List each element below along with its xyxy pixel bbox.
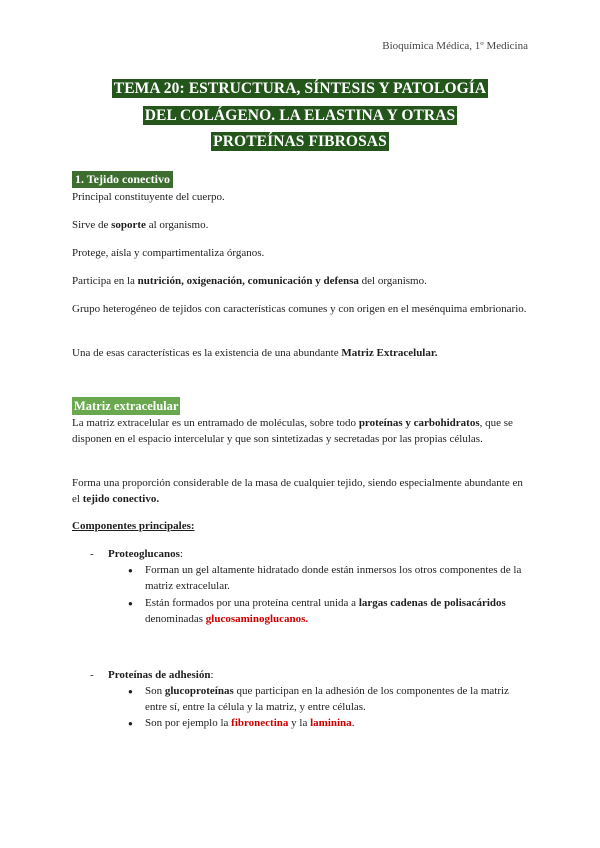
running-header: Bioquímica Médica, 1º Medicina: [382, 40, 528, 52]
text: Una de esas características es la existencia de una abundante: [72, 347, 342, 359]
text: Están formados por una proteína central unida a: [145, 597, 359, 609]
text: , que se disponen en el espacio intercelular y que son sintetizadas y secretadas por las propias células.: [72, 417, 513, 445]
title-line-3: PROTEÍNAS FIBROSAS: [213, 133, 387, 150]
paragraph: [72, 218, 532, 234]
list-item: Forman un gel altamente hidratado donde están inmersos los otros componentes de la matriz extracelular.: [145, 564, 522, 592]
text: del organismo.: [358, 275, 427, 287]
highlight-text: fibronectina: [231, 717, 289, 729]
bullet-icon: ●: [128, 599, 133, 608]
paragraph: [72, 346, 532, 362]
list-item: [145, 684, 530, 715]
highlight-text: glucosaminoglucanos.: [205, 612, 309, 625]
section-heading-tejido-conectivo: 1. Tejido conectivo: [72, 171, 173, 188]
text: Sirve de: [72, 219, 112, 231]
list-item-label: [108, 668, 214, 684]
bullet-icon: ●: [128, 687, 133, 696]
components-heading: Componentes principales:: [72, 520, 195, 532]
list-item: [145, 596, 530, 627]
paragraph: Grupo heterogéneo de tejidos con características comunes y con origen en el mesénquima embrionario.: [72, 303, 527, 315]
title-line-1: TEMA 20: ESTRUCTURA, SÍNTESIS Y PATOLOGÍA: [113, 80, 487, 97]
title-line-2: DEL COLÁGENO. LA ELASTINA Y OTRAS: [144, 106, 456, 124]
text: al organismo.: [145, 219, 209, 231]
list-item: [145, 716, 530, 732]
page-title: [0, 76, 600, 156]
list-item-label: [108, 547, 183, 563]
bold-text: nutrición, oxigenación, comunicación y defensa: [137, 275, 359, 287]
bold-text: glucoproteínas: [164, 685, 234, 697]
bold-text: Proteínas de adhesión: [108, 669, 211, 681]
text: :: [210, 669, 214, 681]
bold-text: largas cadenas de polisacáridos: [358, 597, 506, 609]
paragraph: Protege, aísla y compartimentaliza órganos.: [72, 247, 265, 259]
bold-text: proteínas y carbohidratos: [358, 417, 480, 429]
text: .: [351, 717, 355, 729]
bold-text: tejido conectivo.: [82, 492, 160, 505]
paragraph: [72, 416, 532, 447]
text: Forma una proporción considerable de la masa de cualquier tejido, siendo especialmente abundante en el: [72, 477, 523, 505]
list-dash: -: [90, 548, 94, 560]
text: que participan en la adhesión de los componentes de la matriz entre sí, entre la célula y la matriz, y entre células.: [145, 685, 509, 713]
section-heading-matriz-extracelular: Matriz extracelular: [74, 399, 179, 413]
bold-text: Proteoglucanos: [108, 548, 180, 560]
bullet-icon: ●: [128, 719, 133, 728]
text: denominadas: [145, 612, 206, 625]
list-dash: -: [90, 669, 94, 681]
text: Son por ejemplo la: [145, 717, 232, 729]
bold-text: Matriz Extracelular.: [341, 347, 438, 359]
text: Son: [145, 685, 165, 697]
text: Participa en la: [72, 275, 138, 287]
bold-text: soporte: [111, 219, 146, 231]
bullet-icon: ●: [128, 566, 133, 575]
highlight-text: laminina: [310, 717, 352, 729]
paragraph: [72, 476, 532, 507]
paragraph: Principal constituyente del cuerpo.: [72, 191, 225, 203]
text: La matriz extracelular es un entramado de moléculas, sobre todo: [72, 417, 359, 429]
text: y la: [288, 717, 311, 729]
text: :: [179, 548, 183, 560]
paragraph: [72, 274, 532, 290]
